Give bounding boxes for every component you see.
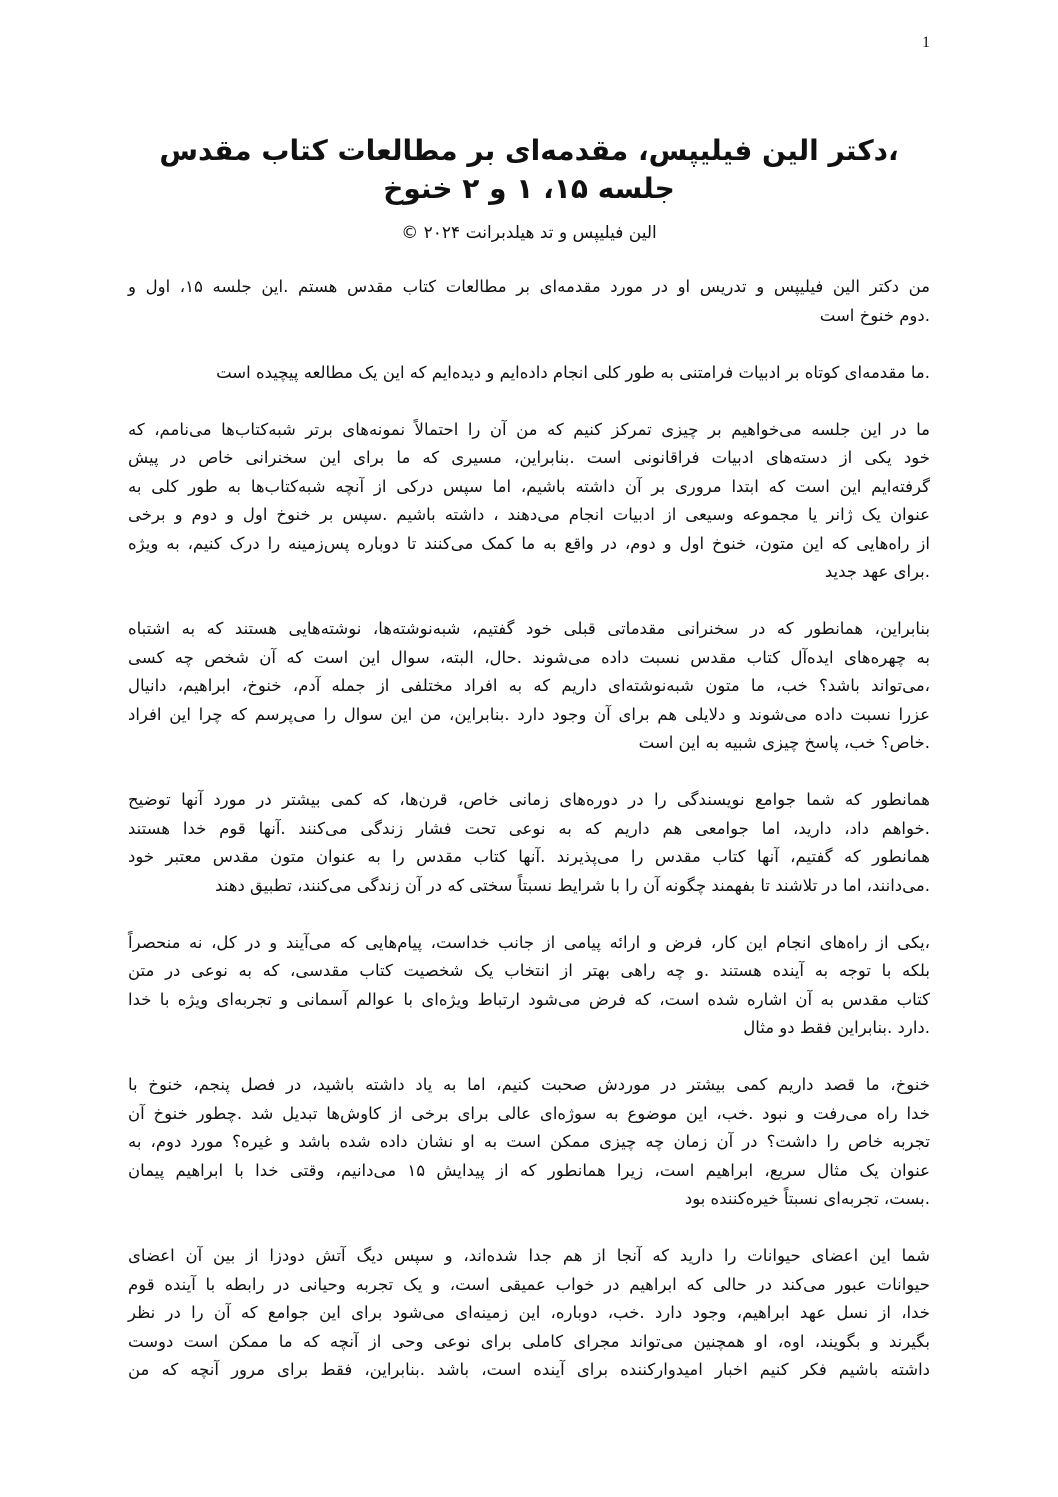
paragraph-line: خدا، از نسل عهد ابراهیم، وجود دارد .خب، دوباره، این زمینه‌ای می‌شود برای این جوامع که آن را در نظر	[128, 1303, 930, 1322]
paragraph-line: بنابراین، همانطور که در سخنرانی مقدماتی قبلی خود گفتیم، شبه‌نوشته‌ها، نوشته‌هایی هستند که به اشتباه	[128, 619, 930, 638]
paragraph-line: عنوان یک ژانر یا مجموعه وسیعی از ادبیات انجام می‌دهند ، داشته باشیم .سپس بر خنوخ اول و دوم و برخی	[128, 505, 930, 524]
paragraph-line: .ما مقدمه‌ای کوتاه بر ادبیات فرامتنی به طور کلی انجام داده‌ایم و دیده‌ایم که این یک مطالعه پیچیده است	[216, 362, 930, 382]
paragraph	[128, 416, 930, 587]
paragraph-line: .بست، تجربه‌ای نسبتاً خیره‌کننده بود	[684, 1189, 930, 1208]
paragraph-line: .دارد .بنابراین فقط دو مثال	[743, 1018, 930, 1037]
paragraph	[128, 929, 930, 1043]
paragraph-line: همانطور که شما جوامع نویسندگی را در دوره‌های زمانی خاص، قرن‌ها، که کمی بیشتر در مورد آنها توضیح	[128, 790, 930, 809]
paragraph-line: داشته باشیم فکر کنیم اخبار امیدوارکننده برای آینده است، باشد .بنابراین، فقط برای مرور آنچه که من	[128, 1360, 930, 1379]
paragraph-line: کتاب مقدس به آن اشاره شده است، که فرض می‌شود ارتباط ویژه‌ای با عوالم آسمانی و تجربه‌ای ویژه با خدا	[128, 989, 930, 1009]
paragraph-line: شما این اعضای حیوانات را دارید که آنجا از هم جدا شده‌اند، و سپس دیگ آتش دودزا از بین آن اعضای	[128, 1246, 930, 1265]
paragraph-line: .دوم خنوخ است	[819, 305, 930, 325]
paragraph	[128, 1242, 930, 1385]
paragraph-line: ما در این جلسه می‌خواهیم بر چیزی تمرکز کنیم که من آن را احتمالاً نمونه‌های برتر شبه‌کتاب‌ها می‌نامم، که	[128, 419, 930, 439]
title-line-2: جلسه ۱۵، ۱ و ۲ خنوخ	[383, 172, 675, 205]
paragraph-line: .خاص؟ خب، پاسخ چیزی شبیه به این است	[638, 733, 930, 752]
paragraph-line: همانطور که گفتیم، آنها کتاب مقدس را می‌پذیرند .آنها کتاب مقدس را به عنوان متون مقدس معتبر خود	[128, 847, 930, 866]
paragraph-line: گرفته‌ایم این است که ابتدا مروری بر آن داشته باشیم، اما سپس درکی از آنچه شبه‌کتاب‌ها به طور کلی به	[128, 476, 930, 496]
paragraph-line: بگیرند و بگویند، اوه، او همچنین می‌تواند مجرای کاملی برای نوعی وحی از آنچه که ما ممکن است دوست	[128, 1331, 930, 1351]
paragraph	[128, 1071, 930, 1214]
paragraph-line: تجربه خاص را داشت؟ در آن زمان چه چیزی ممکن است به او نشان داده شده باشد و غیره؟ مورد دوم، به	[128, 1132, 930, 1151]
paragraph-line: من دکتر الین فیلیپس و تدریس او در مورد مقدمه‌ای بر مطالعات کتاب مقدس هستم .این جلسه ۱۵، اول و	[128, 277, 930, 296]
paragraph-line: .خواهم داد، دارید، اما جوامعی هم داریم که به نوعی تحت فشار زندگی می‌کنند .آنها قوم خدا هستند	[128, 818, 930, 838]
paragraph-line: خدا راه می‌رفت و نبود .خب، این موضوع به سوژه‌ای عالی برای برخی از کاوش‌ها تبدیل شد .چطور خنوخ آن	[128, 1103, 930, 1123]
paragraph-line: .برای عهد جدید	[824, 562, 930, 581]
paragraph-line: خود یکی از دسته‌های ادبیات فراقانونی است .بنابراین، مسیری که ما برای این سخنرانی خاص در پیش	[128, 448, 930, 467]
paragraph	[128, 359, 930, 388]
paragraph-line: عنوان یک مثال سریع، ابراهیم است، زیرا همانطور که از پیدایش ۱۵ می‌دانیم، وقتی خدا با ابراهیم پیمان	[128, 1160, 930, 1180]
paragraph-line: ،یکی از راه‌های انجام این کار، فرض و ارائه پیامی از جانب خداست، پیام‌هایی که می‌آیند و در کل، نه منحصراً	[128, 932, 930, 952]
paragraph-line: حیوانات عبور می‌کند در حالی که ابراهیم در خواب عمیقی است، و یک تجربه وحیانی در رابطه با آینده قوم	[128, 1274, 930, 1294]
paragraph-line: به چهره‌های ایده‌آل کتاب مقدس نسبت داده می‌شوند .حال، البته، سوال این است که آن شخص چه کسی	[128, 647, 930, 667]
paragraph	[128, 786, 930, 900]
document-body	[128, 273, 930, 1413]
paragraph	[128, 273, 930, 330]
paragraph-line: ،می‌تواند باشد؟ خب، ما متون شبه‌نوشته‌ای داریم که به افراد مختلفی از جمله آدم، خنوخ، ابراهیم، دانیال	[128, 676, 930, 695]
document-title	[128, 132, 930, 208]
copyright-line: الین فیلیپس و تد هیلدبرانت ۲۰۲۴ ©	[401, 223, 657, 243]
paragraph-line: از راه‌هایی که این متون، خنوخ اول و دوم، در واقع به ما کمک می‌کنند تا دوباره پس‌زمینه را درک کنیم، به ویژه	[128, 533, 930, 553]
page-number: 1	[922, 34, 930, 51]
paragraph-line: عزرا نسبت داده می‌شوند و دلایلی هم برای آن وجود دارد .بنابراین، من این سوال را می‌پرسم که چرا این افراد	[128, 704, 930, 724]
paragraph-line: .می‌دانند، اما در تلاشند تا بفهمند چگونه آن را با شرایط نسبتاً سختی که در آن زندگی می‌کنند، تطبیق دهند	[215, 875, 930, 895]
paragraph	[128, 615, 930, 758]
title-line-1: ،دکتر الین فیلیپس، مقدمه‌ای بر مطالعات کتاب مقدس	[159, 134, 899, 167]
paragraph-line: بلکه با توجه به آینده هستند .و چه راهی بهتر از انتخاب یک شخصیت کتاب مقدسی، که به نوعی در متن	[128, 961, 930, 980]
paragraph-line: خنوخ، ما قصد داریم کمی بیشتر در موردش صحبت کنیم، اما به یاد داشته باشید، در فصل پنجم، خنوخ با	[128, 1075, 930, 1094]
